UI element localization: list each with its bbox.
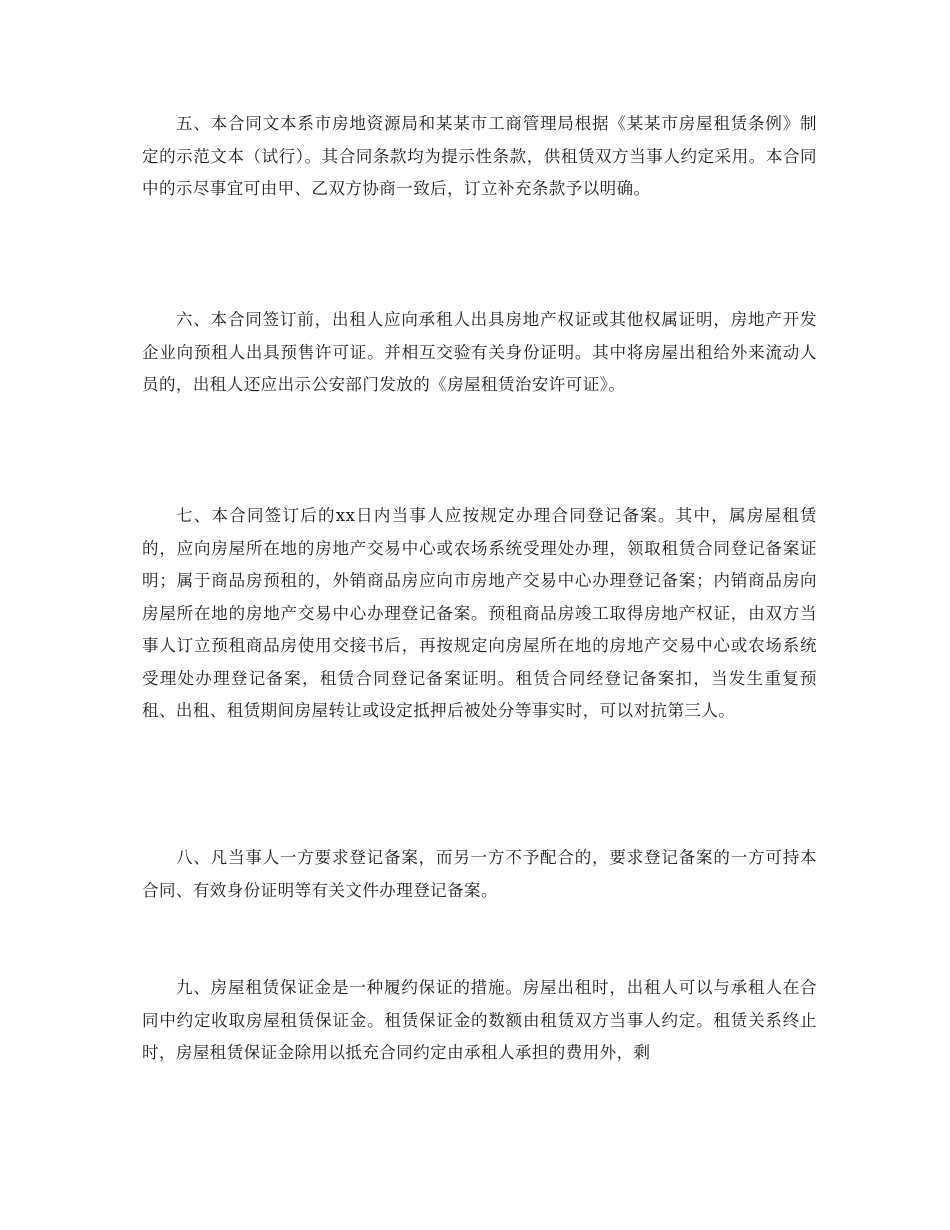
paragraph-9: 九、房屋租赁保证金是一种履约保证的措施。房屋出租时，出租人可以与承租人在合同中约定收取房屋租赁保证金。租赁保证金的数额由租赁双方当事人约定。租赁关系终止时，房屋租赁保证金除用以抵充合同约定由承租人承担的费用外，剩 (142, 978, 817, 1062)
paragraph-5: 五、本合同文本系市房地资源局和某某市工商管理局根据《某某市房屋租赁条例》制定的示范文本（试行）。其合同条款均为提示性条款，供租赁双方当事人约定采用。本合同中的示尽事宜可由甲、乙双方协商一致后，订立补充条款予以明确。 (142, 114, 817, 198)
paragraph-6: 六、本合同签订前，出租人应向承租人出具房地产权证或其他权属证明，房地产开发企业向预租人出具预售许可证。并相互交验有关身份证明。其中将房屋出租给外来流动人员的，出租人还应出示公安部门发放的《房屋租赁治安许可证》。 (142, 310, 817, 394)
paragraph-8: 八、凡当事人一方要求登记备案，而另一方不予配合的，要求登记备案的一方可持本合同、有效身份证明等有关文件办理登记备案。 (142, 848, 817, 900)
paragraph-7: 七、本合同签订后的xx日内当事人应按规定办理合同登记备案。其中，属房屋租赁的，应向房屋所在地的房地产交易中心或农场系统受理处办理，领取租赁合同登记备案证明；属于商品房预租的，外销商品房应向市房地产交易中心办理登记备案；内销商品房向房屋所在地的房地产交易中心办理登记备案。预租商品房竣工取得房地产权证，由双方当事人订立预租商品房使用交接书后，再按规定向房屋所在地的房地产交易中心或农场系统受理处办理登记备案，租赁合同登记备案证明。租赁合同经登记备案扣，当发生重复预租、出租、租赁期间房屋转让或设定抵押后被处分等事实时，可以对抗第三人。 (142, 506, 817, 720)
